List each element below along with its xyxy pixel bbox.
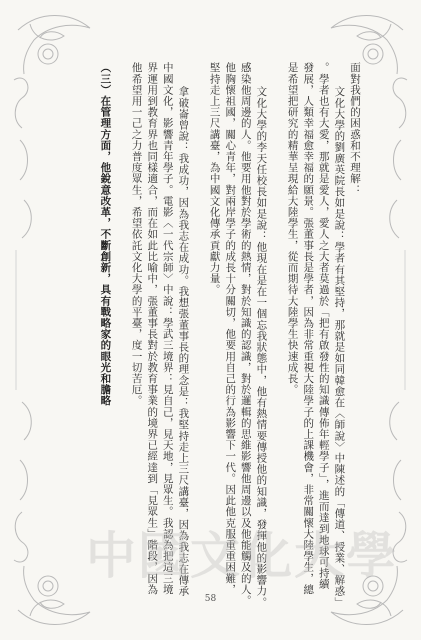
text-column: 界運用到教育界也同樣適合，而在如此比喻中，張董事長對於教育事業的境界已經達到「見眾生」階段，因為 [146,62,159,595]
text-column: 他胸懷祖國，關心青年，對兩岸學子的成長十分關切，他要用自己的行為影響下一代。因此他克服重重困難， [224,62,237,595]
page-number: 58 [204,594,217,604]
text-column: 文化大學的李天任校長如是說：他現在是在一個忘我狀態中，他有熱情要傳授他的知識，發揮他的影響力。 [255,86,268,608]
text-column: 中國文化，影響青年學子。電影〈一代宗師〉中說：學武三境界：見自己，見天地，見眾生。我認為把這三境 [161,62,174,595]
text-column: 他希望用一己之力普度眾生，希望依託文化大學的平臺，度一切苦厄。 [130,62,143,407]
text-column: 。學者也有大愛，那就是愛人，愛人之大者莫過於「把有啟發性的知識傳佈年輕學子」，進而達到地球可持續 [317,62,330,590]
text-column: 面對我們的困惑和不理解： [349,62,361,196]
text-column: 拿破崙曾說：我成功，因為我志在成功。我想張董事長的理念是：我堅持走上三尺講臺，因為我志在傳承 [177,86,190,597]
text-column: 感染他周邊的人。他要用他對於學術的熱情，對於知識的認識，對於邏輯的思維影響他周邊以及他能觸及的人。 [239,62,252,606]
text-column: 發展，人類幸福愈幸福的願景。張董事長是學者，因為非常重視大陸學子的上課機會，非常關懷大陸學生，總 [302,62,315,595]
text-column: 堅持走上三尺講臺，為中國文化傳承貢獻力量。 [208,62,221,296]
text-column: 是希望把研究的精華呈現給大陸學生，從而期待大陸學生快速成長。 [286,62,299,395]
section-heading-column: （三）在管理方面，他銳意改革，不斷創新，具有戰略家的眼光和膽略 [99,62,112,407]
university-watermark: 中國文化大學 [86,527,398,585]
text-column: 文化大學的劉廣英院長如是說：學者有其堅持，那就是如同韓愈在〈師說〉中陳述的「傳道、授業、解惑」 [333,86,346,608]
